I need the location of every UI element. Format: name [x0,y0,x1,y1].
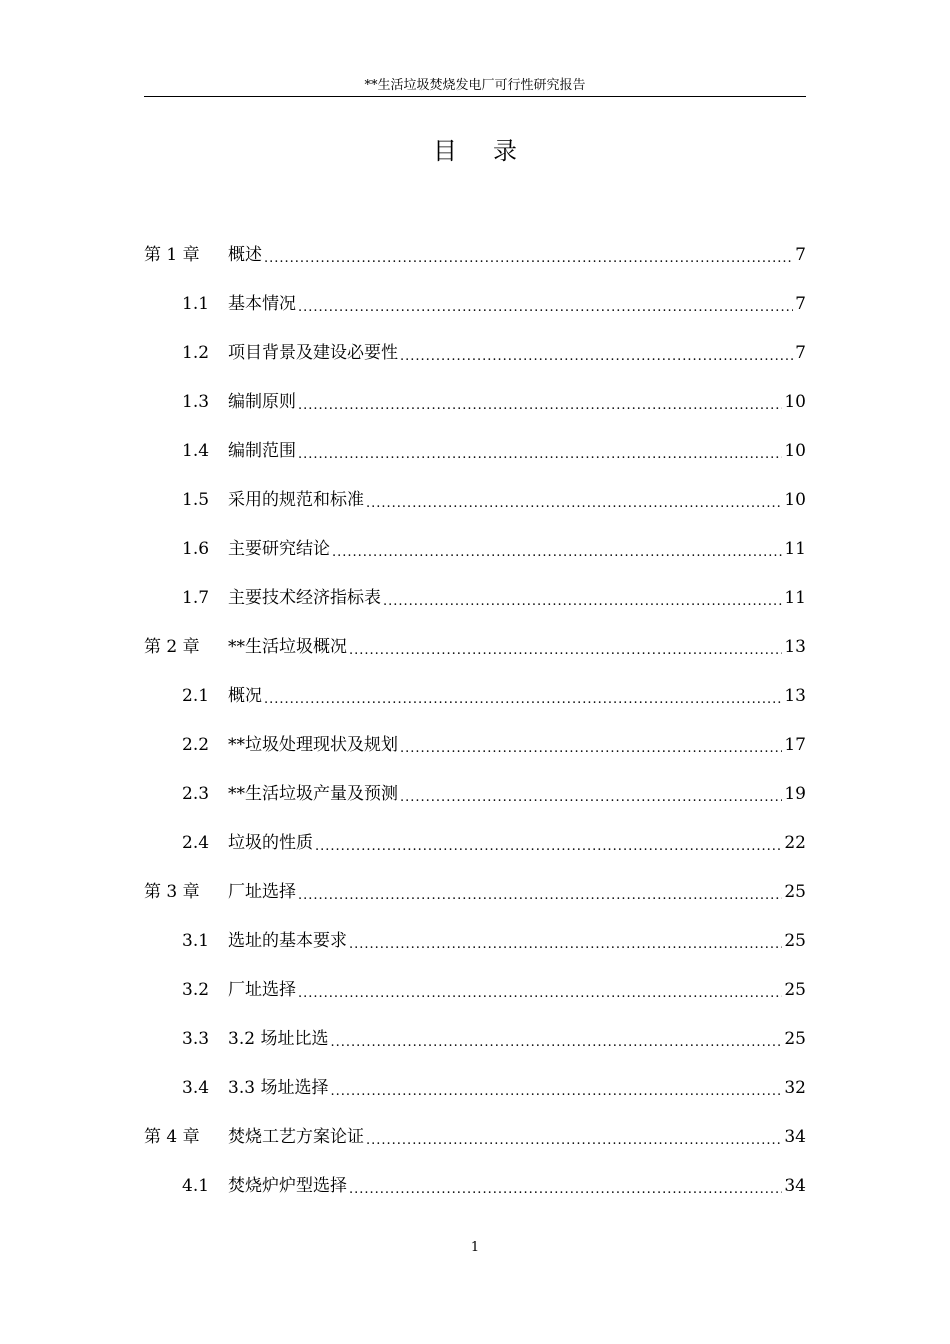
toc-entry-number: 1.1 [182,293,210,314]
toc-entry-page: 11 [784,538,806,559]
toc-section-entry[interactable] [144,377,806,426]
toc-entry-title: 主要研究结论 [228,538,330,559]
toc-section-entry[interactable] [144,524,806,573]
toc-entry-page: 10 [784,440,806,461]
toc-entry-number: 1.3 [182,391,210,412]
page-number: 1 [470,1240,480,1255]
toc-entry-title: 3.3 场址选择 [228,1077,329,1098]
toc-chapter-entry[interactable] [144,622,806,671]
toc-section-entry[interactable] [144,1063,806,1112]
toc-entry-number: 1.4 [182,440,210,461]
toc-entry-number: 1.6 [182,538,210,559]
toc-dot-leader [298,302,793,328]
toc-entry-title: 编制原则 [228,391,296,412]
toc-dot-leader [264,694,782,720]
toc-dot-leader [400,792,782,818]
toc-dot-leader [298,890,782,916]
toc-entry-title: 厂址选择 [228,881,296,902]
toc-entry-number: 1.2 [182,342,210,363]
toc-section-entry[interactable] [144,573,806,622]
toc-entry-title: **垃圾处理现状及规划 [228,734,398,755]
toc-entry-page: 17 [784,734,806,755]
toc-dot-leader [330,1037,782,1063]
toc-dot-leader [400,743,782,769]
toc-entry-title: 焚烧工艺方案论证 [228,1126,364,1147]
toc-entry-title: 项目背景及建设必要性 [228,342,398,363]
toc-entry-number: 4.1 [182,1175,210,1196]
table-of-contents [144,230,806,1210]
toc-entry-page: 7 [795,244,806,265]
toc-entry-title: 选址的基本要求 [228,930,347,951]
toc-dot-leader [366,498,782,524]
toc-dot-leader [366,1135,782,1161]
toc-entry-page: 11 [784,587,806,608]
toc-entry-number: 3.1 [182,930,210,951]
toc-title: 目录 [433,137,553,165]
toc-entry-page: 13 [784,685,806,706]
toc-entry-title: 垃圾的性质 [228,832,313,853]
toc-entry-title: 采用的规范和标准 [228,489,364,510]
toc-section-entry[interactable] [144,916,806,965]
toc-entry-title: 焚烧炉炉型选择 [228,1175,347,1196]
toc-dot-leader [349,939,782,965]
toc-section-entry[interactable] [144,1161,806,1210]
toc-entry-number: 2.4 [182,832,210,853]
toc-section-entry[interactable] [144,818,806,867]
toc-chapter-entry[interactable] [144,867,806,916]
toc-dot-leader [298,449,782,475]
toc-entry-number: 2.1 [182,685,210,706]
toc-entry-page: 10 [784,391,806,412]
running-header: **生活垃圾焚烧发电厂可行性研究报告 [364,78,586,93]
toc-entry-title: 3.2 场址比选 [228,1028,329,1049]
toc-entry-title: 概述 [228,244,262,265]
toc-entry-page: 19 [784,783,806,804]
toc-entry-page: 25 [784,881,806,902]
toc-entry-page: 7 [795,342,806,363]
toc-entry-number: 1.7 [182,587,210,608]
toc-dot-leader [298,988,782,1014]
toc-dot-leader [315,841,782,867]
toc-entry-page: 7 [795,293,806,314]
toc-entry-number: 1.5 [182,489,210,510]
toc-entry-page: 34 [784,1126,806,1147]
toc-entry-title: 编制范围 [228,440,296,461]
toc-entry-page: 25 [784,1028,806,1049]
toc-section-entry[interactable] [144,720,806,769]
toc-entry-number: 第 3 章 [144,881,200,902]
toc-entry-page: 10 [784,489,806,510]
header-rule [144,96,806,97]
toc-entry-title: 基本情况 [228,293,296,314]
toc-section-entry[interactable] [144,279,806,328]
toc-dot-leader [264,253,793,279]
toc-section-entry[interactable] [144,769,806,818]
toc-dot-leader [332,547,782,573]
toc-section-entry[interactable] [144,671,806,720]
toc-section-entry[interactable] [144,1014,806,1063]
toc-entry-number: 3.4 [182,1077,210,1098]
toc-entry-page: 34 [784,1175,806,1196]
toc-section-entry[interactable] [144,475,806,524]
toc-chapter-entry[interactable] [144,1112,806,1161]
toc-dot-leader [330,1086,782,1112]
toc-dot-leader [349,645,782,671]
toc-entry-page: 13 [784,636,806,657]
toc-entry-title: 厂址选择 [228,979,296,1000]
toc-entry-page: 25 [784,930,806,951]
toc-entry-title: 主要技术经济指标表 [228,587,381,608]
toc-entry-number: 3.2 [182,979,210,1000]
toc-dot-leader [298,400,782,426]
toc-entry-title: 概况 [228,685,262,706]
toc-section-entry[interactable] [144,426,806,475]
toc-entry-number: 2.2 [182,734,210,755]
toc-entry-number: 第 4 章 [144,1126,200,1147]
toc-entry-page: 32 [784,1077,806,1098]
toc-entry-number: 2.3 [182,783,210,804]
toc-entry-number: 3.3 [182,1028,210,1049]
toc-section-entry[interactable] [144,328,806,377]
toc-entry-title: **生活垃圾概况 [228,636,347,657]
toc-section-entry[interactable] [144,965,806,1014]
toc-dot-leader [400,351,793,377]
toc-dot-leader [383,596,782,622]
toc-entry-page: 22 [784,832,806,853]
toc-dot-leader [349,1184,782,1210]
toc-chapter-entry[interactable] [144,230,806,279]
toc-entry-number: 第 2 章 [144,636,200,657]
toc-entry-number: 第 1 章 [144,244,200,265]
toc-entry-page: 25 [784,979,806,1000]
toc-entry-title: **生活垃圾产量及预测 [228,783,398,804]
